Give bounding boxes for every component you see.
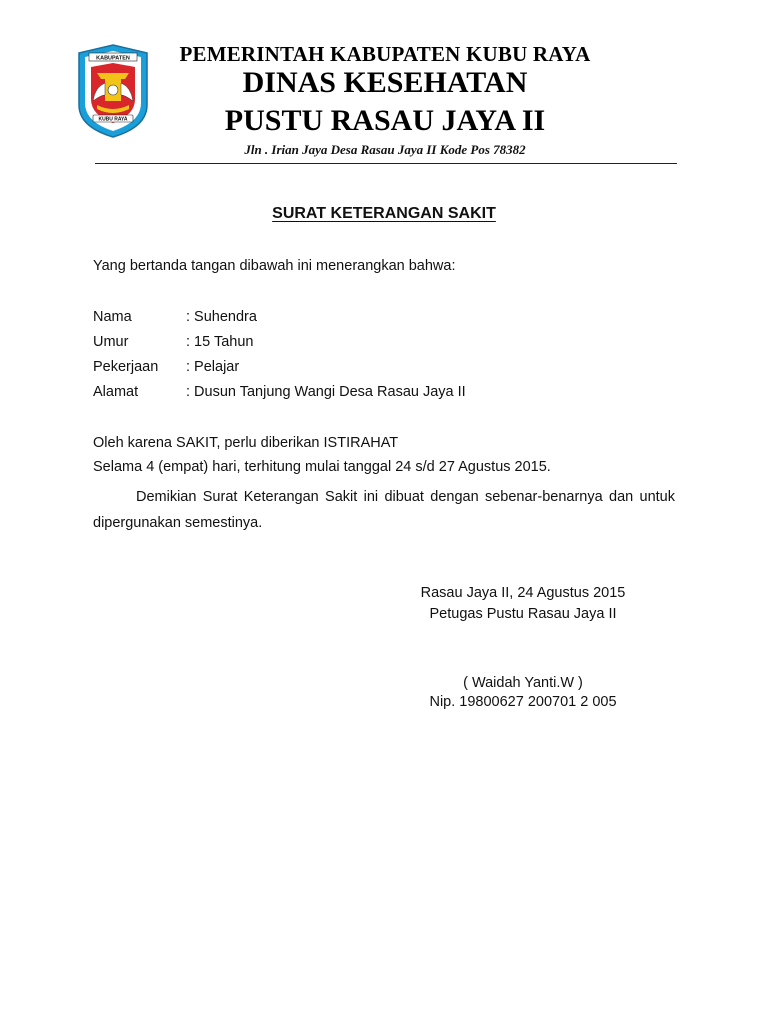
kubu-raya-emblem-icon: [75, 43, 151, 139]
field-label: Nama: [93, 309, 132, 325]
paragraph-duration: Selama 4 (empat) hari, terhitung mulai tanggal 24 s/d 27 Agustus 2015.: [93, 459, 551, 475]
logo-label-top: KABUPATEN: [96, 55, 130, 62]
field-row-alamat: [93, 384, 653, 404]
letter-title: [0, 205, 768, 223]
field-value: : 15 Tahun: [186, 334, 254, 350]
logo-label-bottom: KUBU RAYA: [98, 116, 128, 123]
field-row-umur: [93, 334, 653, 354]
office-address: Jln . Irian Jaya Desa Rasau Jaya II Kode Pos 78382: [244, 142, 526, 157]
letter-title-text: SURAT KETERANGAN SAKIT: [272, 205, 496, 222]
signature-position: Petugas Pustu Rasau Jaya II: [429, 606, 617, 622]
government-name: PEMERINTAH KABUPATEN KUBU RAYA: [179, 42, 591, 66]
field-label: Pekerjaan: [93, 359, 159, 375]
paragraph-closing: [93, 484, 675, 536]
field-label: Alamat: [93, 384, 139, 400]
field-row-nama: [93, 309, 653, 329]
intro-text: Yang bertanda tangan dibawah ini menerangkan bahwa:: [93, 258, 456, 274]
paragraph-reason: Oleh karena SAKIT, perlu diberikan ISTIRAHAT: [93, 435, 399, 451]
signature-place-date: Rasau Jaya II, 24 Agustus 2015: [420, 585, 626, 601]
unit-name: PUSTU RASAU JAYA II: [224, 104, 546, 137]
field-label: Umur: [93, 334, 129, 350]
field-value: : Dusun Tanjung Wangi Desa Rasau Jaya II: [186, 384, 466, 400]
field-value: : Pelajar: [186, 359, 240, 375]
signatory-nip: Nip. 19800627 200701 2 005: [429, 694, 617, 710]
department-name: DINAS KESEHATAN: [242, 66, 528, 99]
signatory-name: ( Waidah Yanti.W ): [463, 675, 583, 691]
paragraph-closing-text: Demikian Surat Keterangan Sakit ini dibuat dengan sebenar-benarnya dan untuk dipergunakan semestinya.: [93, 489, 675, 531]
field-row-pekerjaan: [93, 359, 653, 379]
field-value: : Suhendra: [186, 309, 257, 325]
letterhead-divider: [95, 163, 677, 164]
